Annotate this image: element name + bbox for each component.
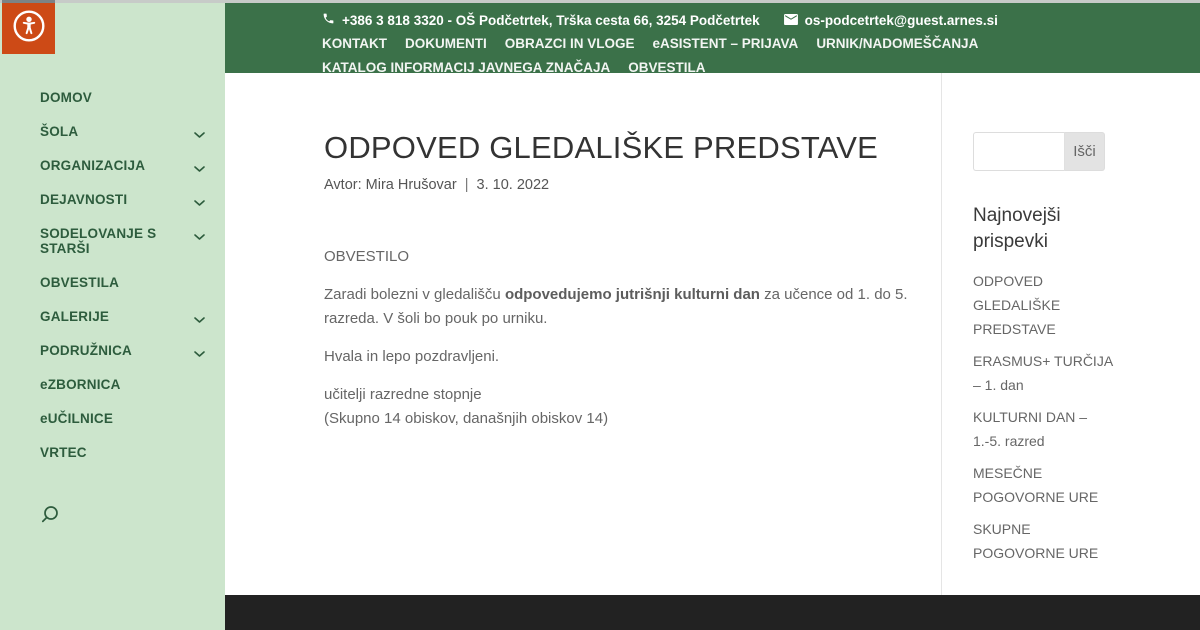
sidebar-item-vrtec[interactable]	[0, 445, 225, 460]
sidebar-item-podruznica[interactable]	[0, 343, 225, 358]
recent-post-item[interactable]	[973, 517, 1118, 565]
sidebar-item-label[interactable]: eUČILNICE	[40, 411, 114, 426]
chevron-down-icon[interactable]	[194, 161, 205, 176]
contact-info-row	[322, 12, 1102, 28]
sidebar-item-label[interactable]: OBVESTILA	[40, 275, 120, 290]
recent-posts-list	[973, 269, 1118, 565]
sidebar-item-label[interactable]: PODRUŽNICA	[40, 343, 132, 358]
top-header-inner	[322, 3, 1102, 77]
recent-post-link[interactable]: ERASMUS+ TURČIJA – 1. dan	[973, 353, 1113, 393]
sidebar-item-label[interactable]: ORGANIZACIJA	[40, 158, 146, 173]
topmenu-item-obvestila[interactable]	[628, 59, 705, 77]
sidebar-search-icon[interactable]	[0, 505, 59, 529]
secondary-menu	[322, 35, 1102, 77]
post-date: 3. 10. 2022	[476, 177, 550, 193]
sidebar-item-label[interactable]: DEJAVNOSTI	[40, 192, 128, 207]
accessibility-icon	[12, 9, 46, 48]
phone-address-text: +386 3 818 3320 - OŠ Podčetrtek, Trška cesta 66, 3254 Podčetrtek	[342, 12, 760, 28]
topmenu-item-obrazci-in-vloge[interactable]	[505, 35, 635, 53]
page-footer	[225, 595, 1200, 630]
topmenu-link[interactable]: DOKUMENTI	[405, 36, 487, 51]
chevron-down-icon[interactable]	[194, 229, 205, 244]
sidebar-nav	[0, 0, 225, 460]
recent-post-link[interactable]: KULTURNI DAN – 1.-5. razred	[973, 409, 1088, 449]
sidebar-item-organizacija[interactable]	[0, 158, 225, 173]
topmenu-link[interactable]: OBRAZCI IN VLOGE	[504, 36, 635, 51]
topmenu-link[interactable]: KATALOG INFORMACIJ JAVNEGA ZNAČAJA	[322, 60, 611, 75]
recent-post-item[interactable]	[973, 461, 1118, 509]
topmenu-item-dokumenti[interactable]	[405, 35, 487, 53]
sidebar-item-label[interactable]: DOMOV	[40, 90, 93, 105]
recent-post-item[interactable]	[973, 405, 1118, 453]
window-top-strip	[0, 0, 1200, 3]
topmenu-link[interactable]: eASISTENT – PRIJAVA	[652, 36, 799, 51]
accessibility-widget-button[interactable]	[2, 0, 55, 54]
recent-post-link[interactable]: MESEČNE POGOVORNE URE	[973, 465, 1099, 505]
paragraph-main-bold: odpovedujemo jutrišnji kulturni dan	[504, 286, 760, 303]
search-input[interactable]	[973, 132, 1064, 171]
chevron-down-icon[interactable]	[194, 346, 205, 361]
topmenu-link[interactable]: OBVESTILA	[628, 60, 706, 75]
sidebar-item-sola[interactable]	[0, 124, 225, 139]
post-title: ODPOVED GLEDALIŠKE PREDSTAVE	[324, 130, 879, 165]
paragraph-main-end: za učence od 1. do 5. razreda. V šoli bo pouk po urniku.	[324, 286, 908, 327]
sidebar-item-label[interactable]: ŠOLA	[40, 124, 79, 139]
topmenu-item-katalog-informacij[interactable]	[322, 59, 610, 77]
paragraph-main-start: Zaradi bolezni v gledališču	[324, 286, 505, 303]
post-meta	[324, 177, 910, 193]
search-submit-button[interactable]: Išči	[1064, 132, 1105, 171]
topmenu-link[interactable]: KONTAKT	[322, 36, 387, 51]
sidebar-item-galerije[interactable]	[0, 309, 225, 324]
paragraph-obvestilo: OBVESTILO	[324, 248, 410, 265]
sidebar-item-domov[interactable]	[0, 90, 225, 105]
sidebar-item-label[interactable]: GALERIJE	[40, 309, 110, 324]
topmenu-item-easistent-prijava[interactable]	[653, 35, 799, 53]
post-body	[324, 245, 910, 431]
recent-post-link[interactable]: SKUPNE POGOVORNE URE	[973, 521, 1099, 561]
signature-line: učitelji razredne stopnje	[324, 386, 482, 403]
sidebar-item-label[interactable]: eZBORNICA	[40, 377, 121, 392]
topmenu-link[interactable]: URNIK/NADOMEŠČANJA	[816, 36, 979, 51]
chevron-down-icon[interactable]	[194, 195, 205, 210]
recent-post-link[interactable]: ODPOVED GLEDALIŠKE PREDSTAVE	[973, 273, 1061, 337]
topmenu-item-urnik-nadomescanja[interactable]	[816, 35, 978, 53]
sidebar-item-label[interactable]: SODELOVANJE S STARŠI	[40, 226, 157, 256]
paragraph-greeting: Hvala in lepo pozdravljeni.	[324, 348, 500, 365]
sidebar-item-obvestila[interactable]	[0, 275, 225, 290]
recent-posts-title: Najnovejši prispevki	[973, 205, 1061, 252]
paragraph-main	[324, 283, 910, 331]
main-content-area	[225, 73, 1200, 595]
visit-counter: (Skupno 14 obiskov, današnjih obiskov 14)	[324, 410, 609, 427]
top-header-bar	[225, 3, 1200, 73]
recent-post-item[interactable]	[973, 349, 1118, 397]
meta-separator: |	[464, 177, 469, 193]
paragraph-signature-block	[324, 383, 910, 431]
email-link[interactable]: os-podcetrtek@guest.arnes.si	[804, 12, 998, 28]
recent-post-item[interactable]	[973, 269, 1118, 341]
right-sidebar	[941, 73, 1200, 595]
sidebar-item-label[interactable]: VRTEC	[40, 445, 87, 460]
sidebar-item-dejavnosti[interactable]	[0, 192, 225, 207]
sidebar-item-ezbornica[interactable]	[0, 377, 225, 392]
post-article	[324, 130, 910, 431]
email-group[interactable]	[784, 13, 998, 28]
author-name[interactable]: Mira Hrušovar	[365, 177, 457, 193]
author-label: Avtor:	[324, 177, 362, 193]
search-widget	[973, 132, 1105, 171]
topmenu-item-kontakt[interactable]	[322, 35, 387, 53]
chevron-down-icon[interactable]	[194, 312, 205, 327]
sidebar-item-eucilnice[interactable]	[0, 411, 225, 426]
mail-icon	[784, 13, 798, 28]
phone-icon	[322, 12, 335, 28]
chevron-down-icon[interactable]	[194, 127, 205, 142]
sidebar-item-sodelovanje-s-starsi[interactable]	[0, 226, 225, 256]
main-sidebar	[0, 0, 225, 630]
